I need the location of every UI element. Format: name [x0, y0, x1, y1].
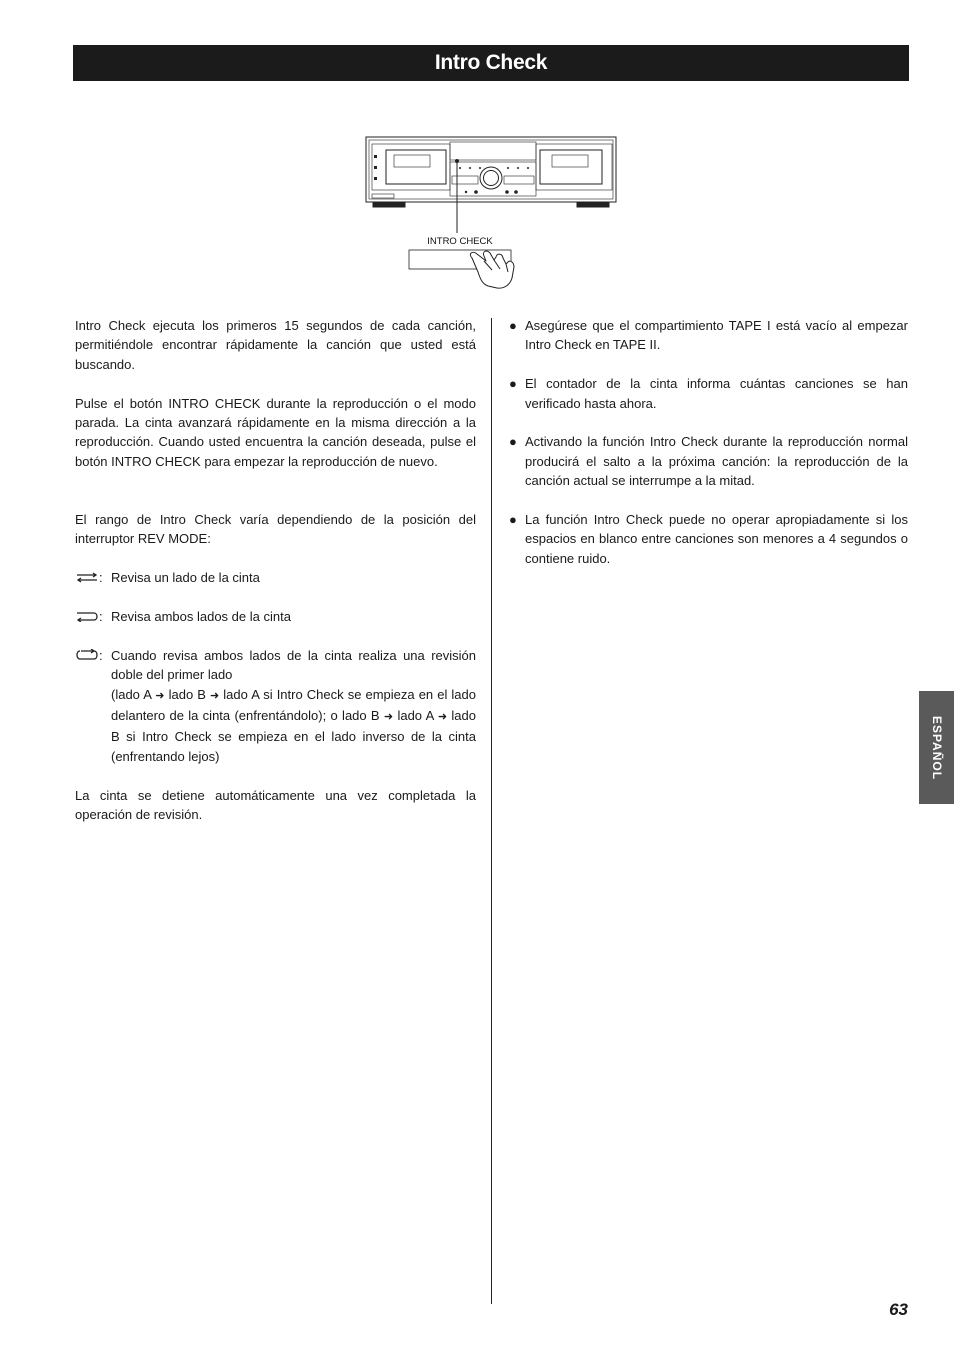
intro-paragraph: Intro Check ejecuta los primeros 15 segundos de cada canción, permitiéndole encontrar rápidamente la canción que usted está buscando.: [75, 318, 476, 372]
range-paragraph: El rango de Intro Check varía dependiendo de la posición del interruptor REV MODE:: [75, 512, 476, 547]
cassette-deck-illustration: [360, 130, 630, 300]
arrow-icon: ➜: [210, 689, 220, 702]
mode-one-side: : Revisa un lado de la cinta: [75, 568, 476, 587]
note-item: ● La función Intro Check puede no operar apropiadamente si los espacios en blanco entre canciones son menores a 4 segundos o contiene ruido.: [509, 512, 908, 566]
continuous-mode-icon: [75, 649, 99, 661]
bullet-icon: ●: [509, 434, 517, 450]
right-column: [509, 316, 908, 568]
column-divider: [491, 318, 492, 1304]
usage-paragraph: Pulse el botón INTRO CHECK durante la reproducción o el modo parada. La cinta avanzará rápidamente en la misma dirección a la reproducción. Cuando usted encuentra la canción deseada, pulse el botón INTRO CHECK para empezar la reproducción de nuevo.: [75, 395, 476, 469]
intro-check-label: INTRO CHECK: [427, 236, 493, 247]
note-item: ● Asegúrese que el compartimiento TAPE I está vacío al empezar Intro Check en TAPE II.: [509, 318, 908, 353]
hand-pointer-icon: [470, 251, 514, 288]
note-item: ● Activando la función Intro Check durante la reproducción normal producirá el salto a la próxima canción: la reproducción de la canción actual se interrumpe a la mitad.: [509, 434, 908, 489]
arrow-icon: ➜: [437, 711, 448, 724]
both-sides-mode-icon: [75, 610, 99, 622]
arrow-icon: ➜: [383, 711, 394, 724]
page-number: 63: [889, 1300, 908, 1319]
language-tab: ESPAÑOL: [919, 691, 954, 804]
note-item: ● El contador de la cinta informa cuántas canciones se han verificado hasta ahora.: [509, 376, 908, 411]
left-column: [75, 316, 476, 824]
mode-both-sides: : Revisa ambos lados de la cinta: [75, 607, 476, 626]
auto-stop-paragraph: La cinta se detiene automáticamente una vez completada la operación de revisión.: [75, 787, 476, 823]
bullet-icon: ●: [509, 512, 517, 528]
arrow-icon: ➜: [155, 689, 165, 702]
bullet-icon: ●: [509, 376, 517, 392]
one-side-mode-icon: [75, 571, 99, 583]
bullet-icon: ●: [509, 318, 517, 333]
mode-continuous: : Cuando revisa ambos lados de la cinta realiza una revisión doble del primer lado (lado A ➜ lado B ➜ lado A si Intro Check se empieza en el lado delantero de la cinta (enfrentándolo); o lado B ➜ lado A ➜ lado B si Intro Check se empieza en el lado inverso de la cinta (enfrentando lejos): [75, 646, 476, 766]
page-title: Intro Check: [73, 45, 909, 81]
